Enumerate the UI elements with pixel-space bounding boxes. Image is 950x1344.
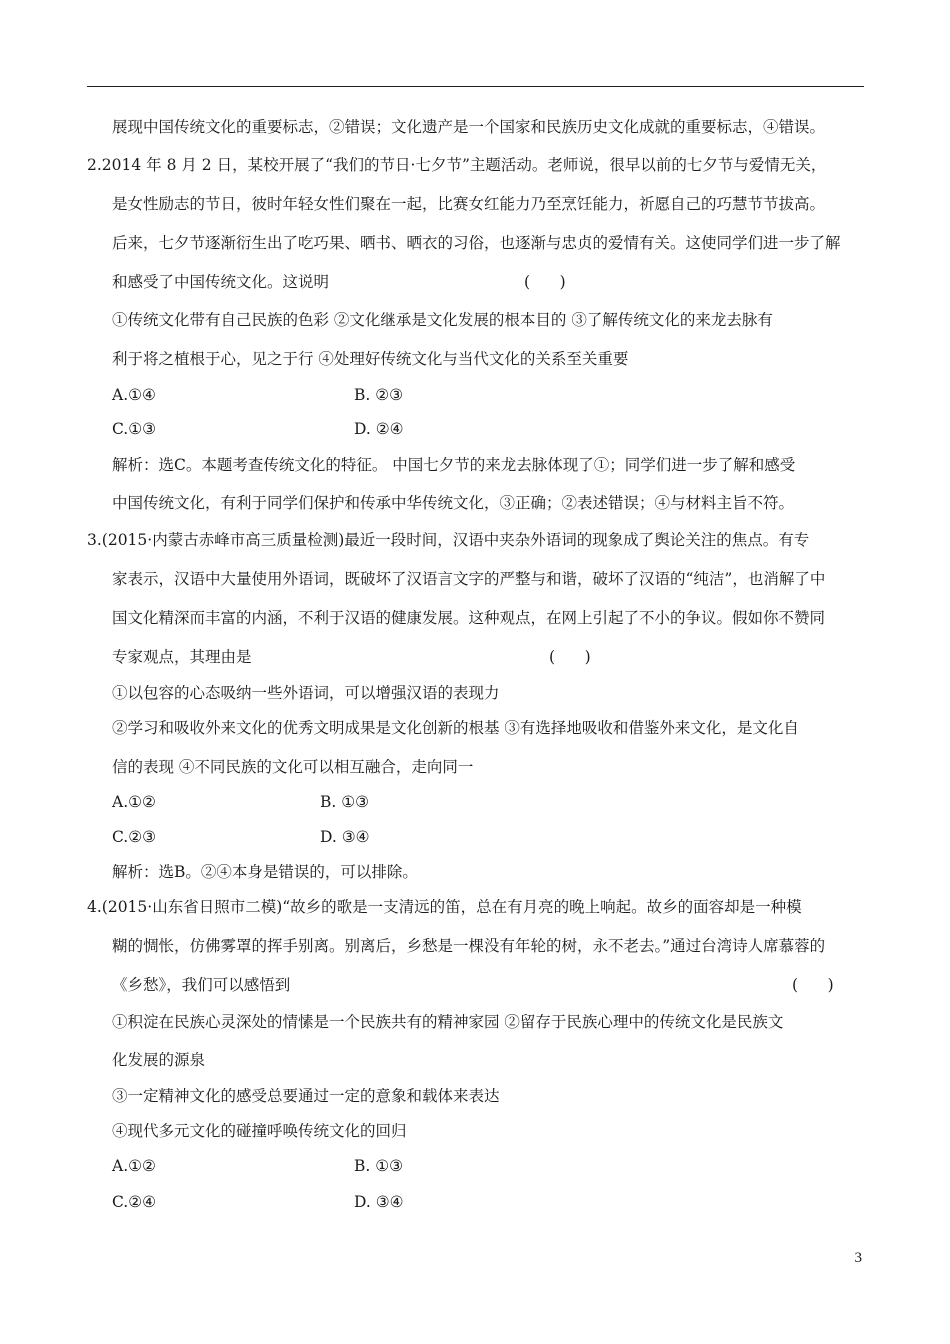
- q4-option-b: B. ①③: [354, 1157, 404, 1175]
- q2-option-d: D. ②④: [354, 420, 404, 438]
- q4-option-d: D. ③④: [354, 1193, 404, 1211]
- q4-statement-3: ③一定精神文化的感受总要通过一定的意象和载体来表达: [112, 1087, 500, 1105]
- q3-option-a: A.①②: [112, 793, 156, 811]
- q4-statement-1: ①积淀在民族心灵深处的情愫是一个民族共有的精神家园 ②留存于民族心理中的传统文化是民族文: [112, 1013, 784, 1031]
- q2-option-b: B. ②③: [354, 386, 404, 404]
- q4-option-c: C.②④: [112, 1193, 157, 1211]
- continuation-text: 展现中国传统文化的重要标志，②错误；文化遗产是一个国家和民族历史文化成就的重要标志，④错误。: [112, 118, 826, 136]
- q3-line-3: 国文化精深而丰富的内涵，不利于汉语的健康发展。这种观点，在网上引起了不小的争议。假如你不赞同: [112, 609, 826, 627]
- q4-answer-paren: ( ): [792, 976, 834, 994]
- q3-statement-3: 信的表现 ④不同民族的文化可以相互融合，走向同一: [112, 758, 474, 776]
- q3-statement-2: ②学习和吸收外来文化的优秀文明成果是文化创新的根基 ③有选择地吸收和借鉴外来文化，是文化自: [112, 719, 799, 737]
- q3-analysis-1: 解析：选B。②④本身是错误的，可以排除。: [112, 863, 418, 881]
- q3-answer-paren: ( ): [549, 648, 591, 666]
- q3-option-b: B. ①③: [320, 793, 370, 811]
- page-number: 3: [854, 1250, 862, 1266]
- q3-statement-1: ①以包容的心态吸纳一些外语词，可以增强汉语的表现力: [112, 684, 500, 702]
- q2-option-a: A.①④: [112, 386, 156, 404]
- q2-statement-1: ①传统文化带有自己民族的色彩 ②文化继承是文化发展的根本目的 ③了解传统文化的来龙去脉有: [112, 311, 773, 329]
- q4-line-3: 《乡愁》，我们可以感悟到: [112, 976, 291, 994]
- q2-statement-2: 利于将之植根于心，见之于行 ④处理好传统文化与当代文化的关系至关重要: [112, 350, 629, 368]
- q2-answer-paren: ( ): [524, 273, 566, 291]
- q3-option-c: C.②③: [112, 828, 157, 846]
- q3-line-2: 家表示，汉语中大量使用外语词，既破坏了汉语言文字的严整与和谐，破坏了汉语的“纯洁”，也消解了中: [112, 570, 826, 588]
- q4-option-a: A.①②: [112, 1157, 156, 1175]
- q2-line-2: 是女性励志的节日，彼时年轻女性们聚在一起，比赛女红能力乃至烹饪能力，祈愿自己的巧慧节节拔高。: [112, 195, 826, 213]
- q2-line-4: 和感受了中国传统文化。这说明: [112, 273, 330, 291]
- q3-line-1: 3.(2015·内蒙古赤峰市高三质量检测)最近一段时间，汉语中夹杂外语词的现象成了舆论关注的焦点。有专: [87, 531, 810, 549]
- q2-line-1: 2.2014 年 8 月 2 日，某校开展了“我们的节日·七夕节”主题活动。老师说，很早以前的七夕节与爱情无关，: [87, 156, 827, 174]
- header-rule: [87, 86, 864, 87]
- q4-statement-2: 化发展的源泉: [112, 1051, 206, 1069]
- q2-line-3: 后来，七夕节逐渐衍生出了吃巧果、晒书、晒衣的习俗，也逐渐与忠贞的爱情有关。这使同学们进一步了解: [112, 234, 841, 252]
- q3-option-d: D. ③④: [320, 828, 370, 846]
- q4-line-1: 4.(2015·山东省日照市二模)“故乡的歌是一支清远的笛，总在有月亮的晚上响起。故乡的面容却是一种模: [87, 898, 802, 916]
- q3-line-4: 专家观点，其理由是: [112, 648, 252, 666]
- q2-analysis-1: 解析：选C。本题考查传统文化的特征。 中国七夕节的来龙去脉体现了①；同学们进一步了解和感受: [112, 456, 796, 474]
- q4-line-2: 糊的惆怅，仿佛雾罩的挥手别离。别离后，乡愁是一棵没有年轮的树，永不老去。”通过台湾诗人席慕蓉的: [112, 937, 826, 955]
- q2-option-c: C.①③: [112, 420, 157, 438]
- q2-analysis-2: 中国传统文化，有利于同学们保护和传承中华传统文化，③正确；②表述错误；④与材料主旨不符。: [112, 494, 795, 512]
- q4-statement-4: ④现代多元文化的碰撞呼唤传统文化的回归: [112, 1122, 407, 1140]
